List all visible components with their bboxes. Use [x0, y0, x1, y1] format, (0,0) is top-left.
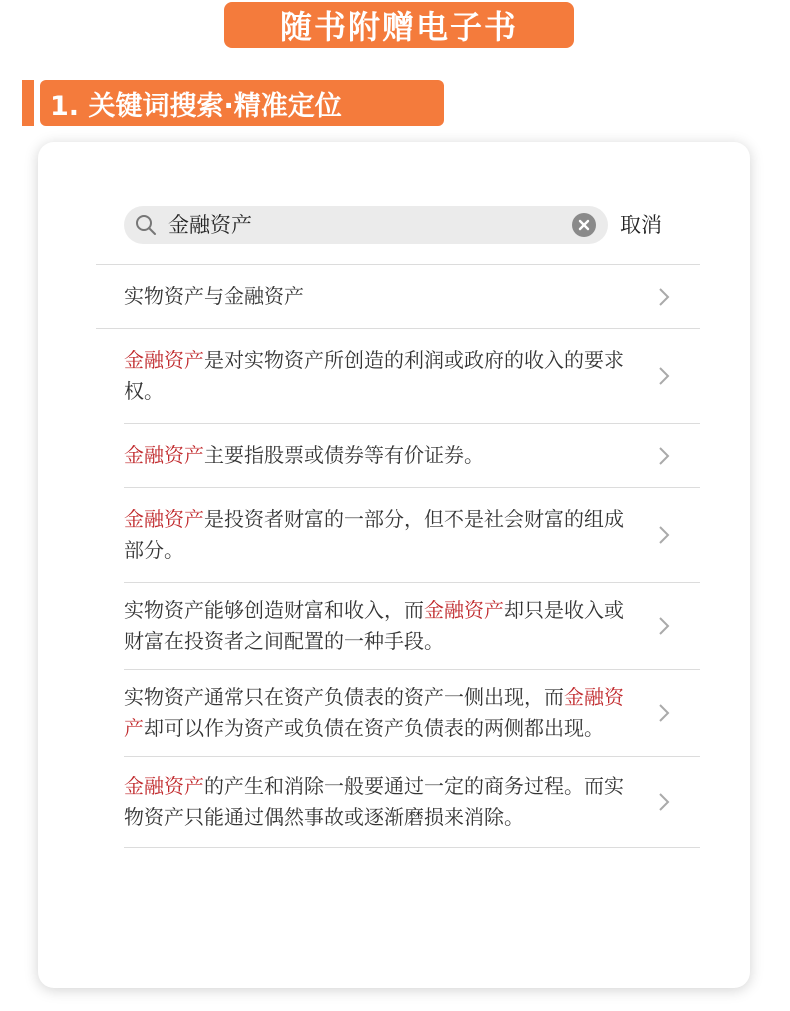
keyword-highlight: 金融资产	[124, 685, 624, 740]
result-text	[124, 595, 700, 657]
result-item[interactable]	[124, 329, 700, 424]
search-results-list	[96, 264, 700, 848]
chevron-right-icon	[658, 366, 670, 386]
result-item[interactable]	[96, 265, 700, 329]
clear-icon[interactable]	[572, 213, 596, 237]
result-item[interactable]	[124, 670, 700, 757]
keyword-highlight: 金融资产	[124, 348, 204, 372]
result-text	[124, 771, 700, 833]
result-text-segment: 却可以作为资产或负债在资产负债表的两侧都出现。	[144, 716, 604, 740]
chevron-right-icon	[658, 446, 670, 466]
search-input[interactable]: 金融资产	[168, 213, 252, 237]
result-text-segment: 实物资产与金融资产	[124, 284, 304, 308]
keyword-highlight: 金融资产	[424, 598, 504, 622]
section-accent-bar	[22, 80, 34, 126]
result-text	[124, 281, 700, 312]
result-item[interactable]	[124, 757, 700, 848]
chevron-right-icon	[658, 287, 670, 307]
search-bar	[124, 206, 724, 244]
result-text-segment: 是对实物资产所创造的利润或政府的收入的要求权。	[124, 348, 624, 403]
result-text	[124, 345, 700, 407]
chevron-right-icon	[658, 703, 670, 723]
keyword-highlight: 金融资产	[124, 443, 204, 467]
search-icon	[135, 214, 157, 236]
result-text	[124, 504, 700, 566]
chevron-right-icon	[658, 616, 670, 636]
result-text-segment: 主要指股票或债券等有价证券。	[204, 443, 484, 467]
chevron-right-icon	[658, 525, 670, 545]
chevron-right-icon	[658, 792, 670, 812]
result-item[interactable]	[124, 583, 700, 670]
ebook-banner: 随书附赠电子书	[224, 2, 574, 48]
keyword-highlight: 金融资产	[124, 507, 204, 531]
cancel-button[interactable]: 取消	[620, 213, 662, 237]
result-text-segment: 实物资产能够创造财富和收入，而	[124, 598, 424, 622]
result-item[interactable]	[124, 488, 700, 583]
section-title: 1. 关键词搜索·精准定位	[40, 80, 444, 126]
result-text-segment: 的产生和消除一般要通过一定的商务过程。而实物资产只能通过偶然事故或逐渐磨损来消除。	[124, 774, 624, 829]
result-text	[124, 682, 700, 744]
phone-search-card	[38, 142, 750, 988]
result-text-segment: 是投资者财富的一部分，但不是社会财富的组成部分。	[124, 507, 624, 562]
search-field[interactable]	[124, 206, 608, 244]
keyword-highlight: 金融资产	[124, 774, 204, 798]
result-text-segment: 实物资产通常只在资产负债表的资产一侧出现，而	[124, 685, 564, 709]
result-text-segment: 却只是收入或财富在投资者之间配置的一种手段。	[124, 598, 624, 653]
result-item[interactable]	[124, 424, 700, 488]
result-text	[124, 440, 700, 471]
